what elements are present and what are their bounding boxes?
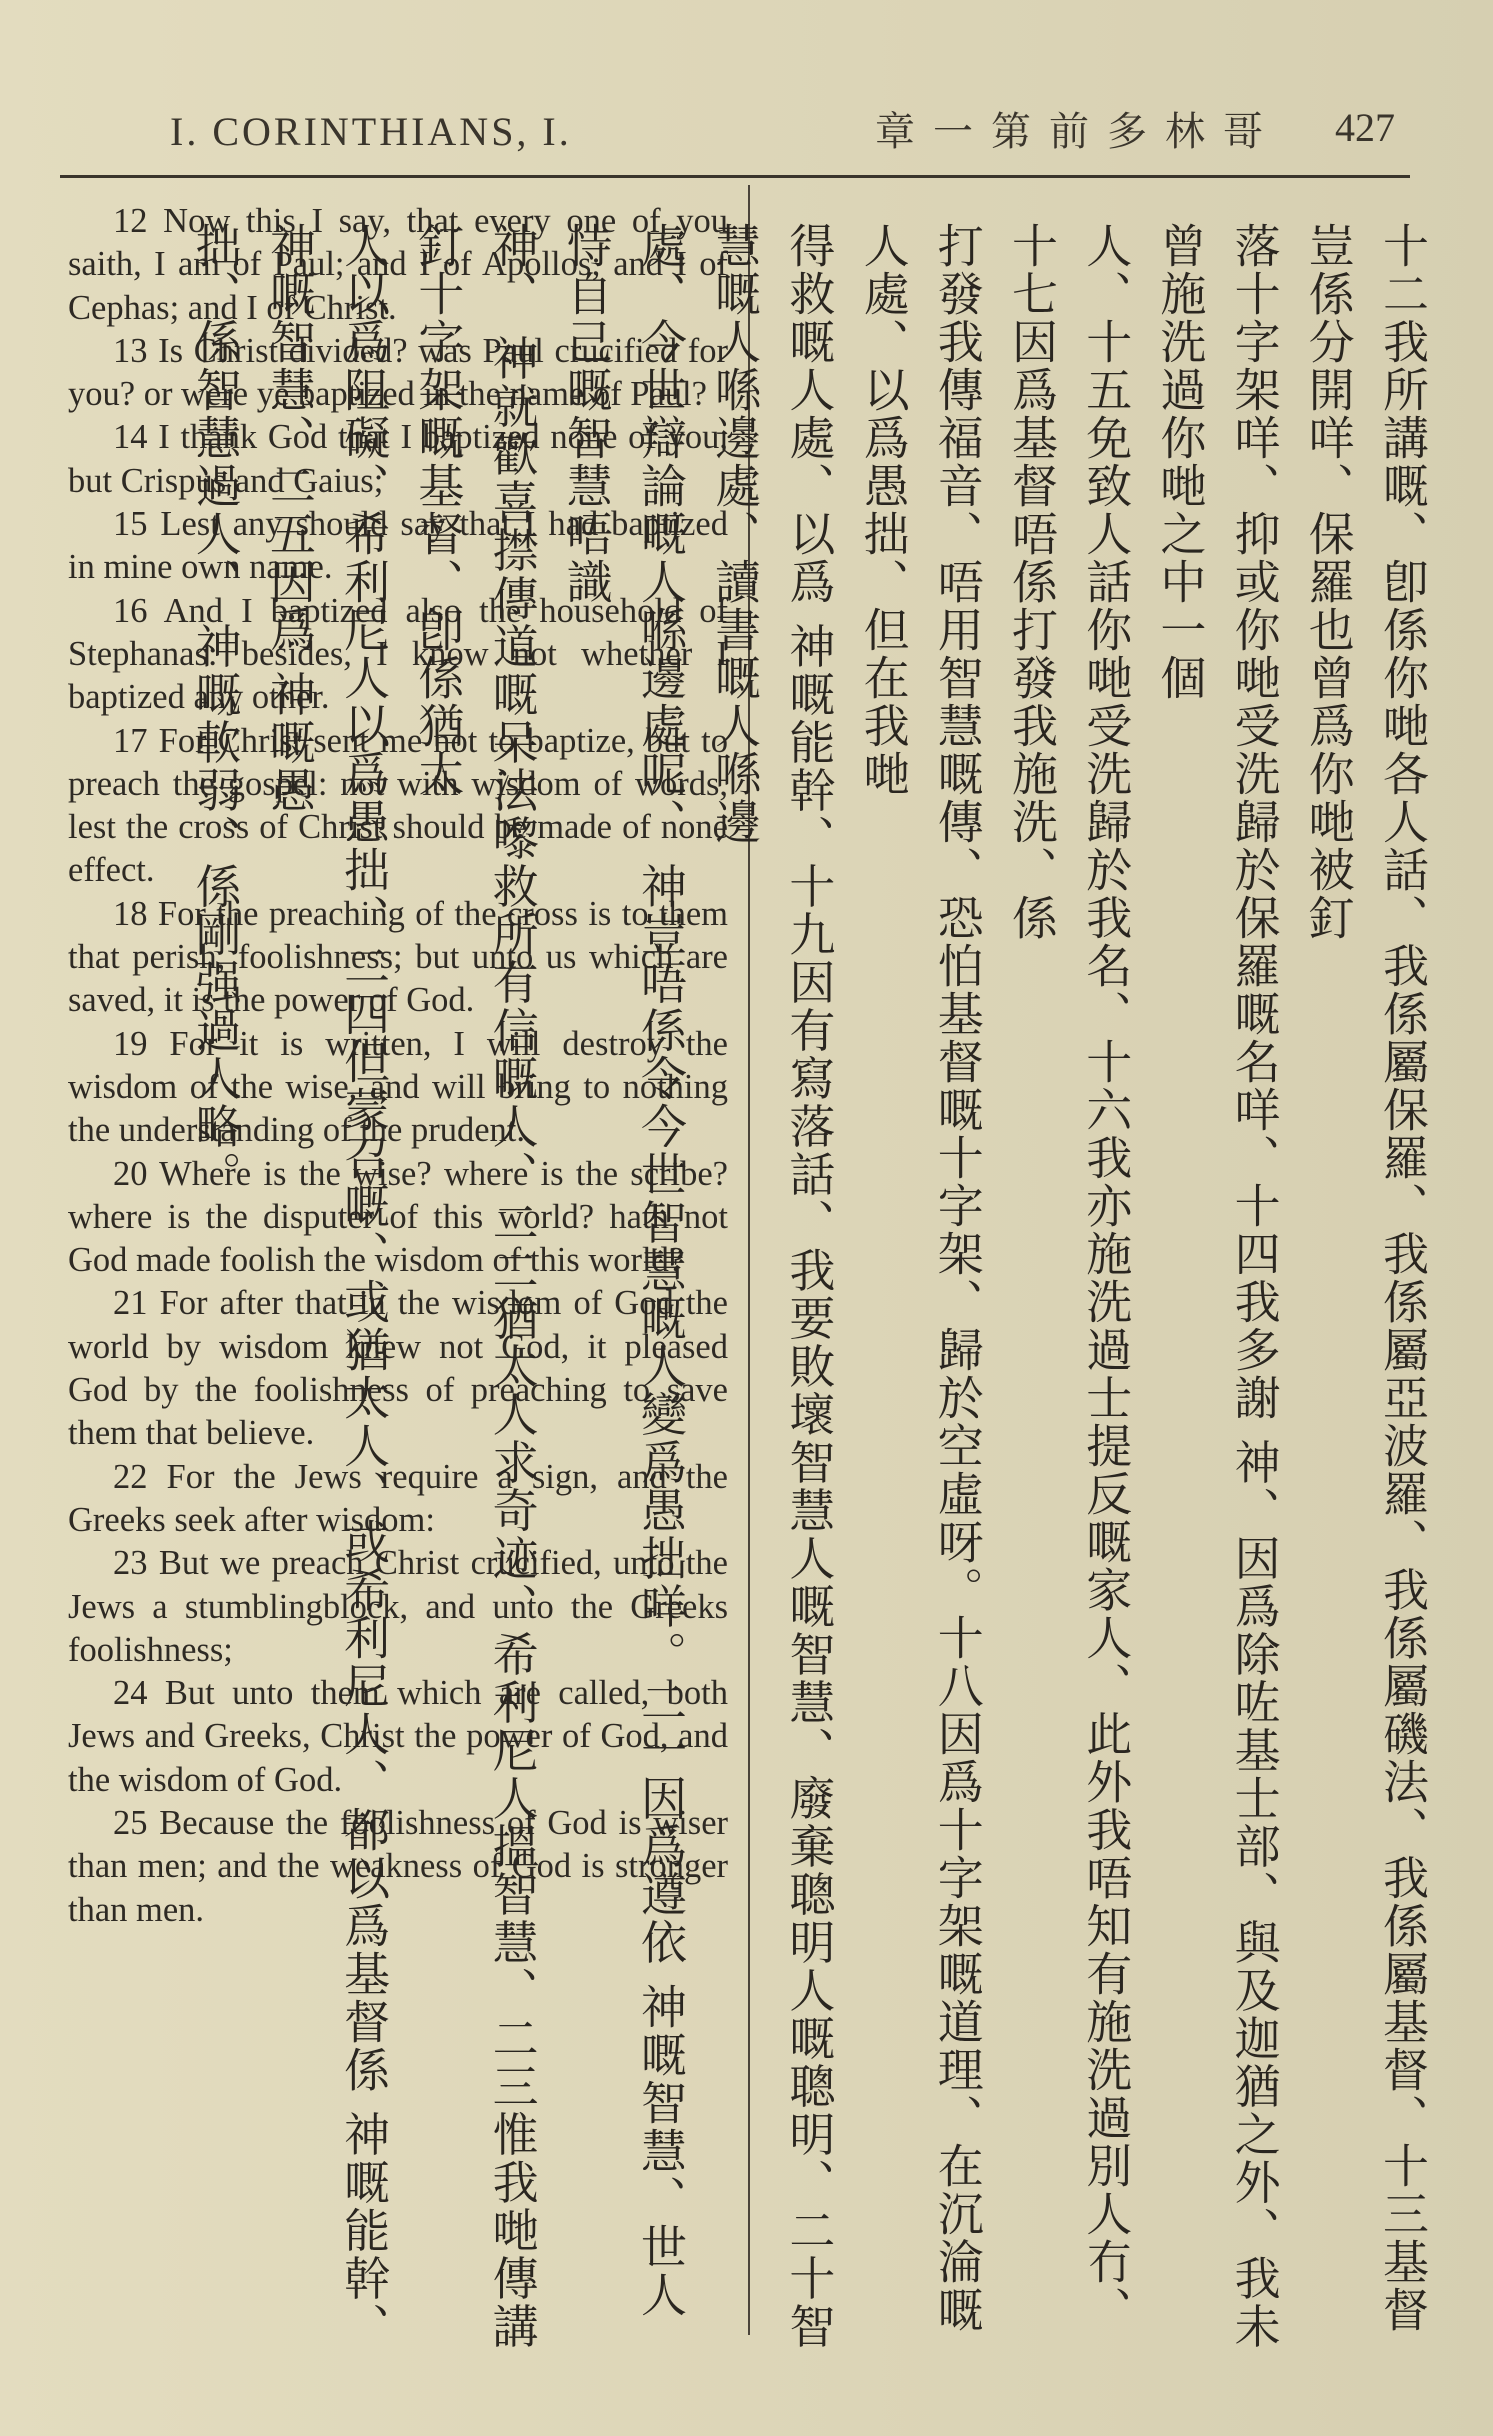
verse-18: 18 For the preaching of the cross is to them that perish, foolishness; but unto us which are saved, it is the power of God. (68, 894, 728, 1020)
verse-12: 12 Now this I say, that every one of you saith, I am of Paul; and I of Apollos; and I of Cephas; and I of Christ. (68, 202, 728, 327)
verse-21: 21 For after that in the wisdom of God the world by wisdom knew not God, it pleased God by the foolishness of preaching to save them that believe. (68, 1284, 728, 1453)
verse-16: 16 And I baptized also the household of Stephanas: besides, I know not whether I baptized any other. (68, 591, 728, 717)
verse-13: 13 Is Christ divided? was Paul crucified for you? or were ye baptized in the name of Paul? (68, 331, 728, 414)
chinese-line: 打發我傳福音、唔用智慧嘅傳、恐怕基督嘅十字架、歸於空虛呀。十八因爲十字架嘅道理、在沉淪嘅人處、以爲愚拙、但在我哋 (856, 222, 985, 2334)
verse-17: 17 For Christ sent me not to baptize, but to preach the gospel: not with wisdom of words, lest the cross of Christ should be made of none effect. (68, 721, 728, 890)
page-number: 427 (1335, 105, 1395, 150)
verse-22: 22 For the Jews require a sign, and the Greeks seek after wisdom: (68, 1457, 728, 1539)
verse-23: 23 But we preach Christ crucified, unto the Jews a stumblingblock, and unto the Greeks foolishness; (68, 1544, 728, 1669)
chinese-line: 拙、係智慧過人、 神嘅軟弱、係剛强過人略。 (188, 222, 243, 1199)
chinese-line: 十二我所講嘅、卽係你哋各人話、我係屬保羅、我係屬亞波羅、我係屬磯法、我係屬基督、十三基督豈係分開咩、保羅也曾爲你哋被釘 (1301, 222, 1430, 2334)
verse-25: 25 Because the foolishness of God is wiser than men; and the weakness of God is stronger than men. (68, 1803, 728, 1929)
verse-14: 14 I thank God that I baptized none of you, but Crispus and Gaius; (68, 418, 728, 500)
verse-19: 19 For it is written, I will destroy the wisdom of the wise, and will bring to nothing the understanding of the prudent. (68, 1024, 728, 1150)
verse-24: 24 But unto them which are called, both Jews and Greeks, Christ the power of God, and the wisdom of God. (68, 1674, 728, 1799)
chinese-line: 人、十五免致人話你哋受洗歸於我名、十六我亦施洗過士提反嘅家人、此外我唔知有施洗過別人冇、十七因爲基督唔係打發我施洗、係 (1004, 222, 1134, 2334)
chinese-line: 人以爲阻礙、希利尼人以爲愚拙、二四但蒙召嘅、或猶太人、或希利尼人、都以爲基督係 神嘅能幹、 神嘅智慧、二五因爲 神嘅愚 (262, 222, 392, 2351)
chinese-line: 得救嘅人處、以爲 神嘅能幹、十九因有寫落話、我要敗壞智慧人嘅智慧、廢棄聰明人嘅聰明、二十智慧嘅人喺邊處、讀書嘅人喺邊 (708, 222, 837, 2351)
running-head-english: I. CORINTHIANS, I. (170, 109, 572, 154)
verse-15: 15 Lest any should say that I had baptized in mine own name. (68, 505, 728, 587)
verse-20: 20 Where is the wise? where is the scribe? where is the disputer of this world? hath not God made foolish the wisdom of this world? (68, 1154, 728, 1280)
running-head-chinese: 章一第前多林哥 (875, 109, 1281, 155)
chinese-line: 處、今世辯論嘅人喺邊處呢、 神豈唔係令今世智慧嘅人變爲愚拙咩。二一因爲遵依 神嘅智慧、世人恃自己嘅智慧唔識 (559, 222, 688, 2320)
chinese-line: 神、 神就歡喜㩒傳道嘅呆法嚟救所有信嘅人、二二猶太人求奇迹、希利尼人搵智慧、二三惟我哋傳講釘十字架嘅基督、卽係猶太 (411, 222, 540, 2351)
chinese-line: 落十字架咩、抑或你哋受洗歸於保羅嘅名咩、十四我多謝 神、因爲除咗基士部、與及迦猶之外、我未曾施洗過你哋之中一個 (1153, 222, 1282, 2351)
header-rule (60, 175, 1410, 178)
